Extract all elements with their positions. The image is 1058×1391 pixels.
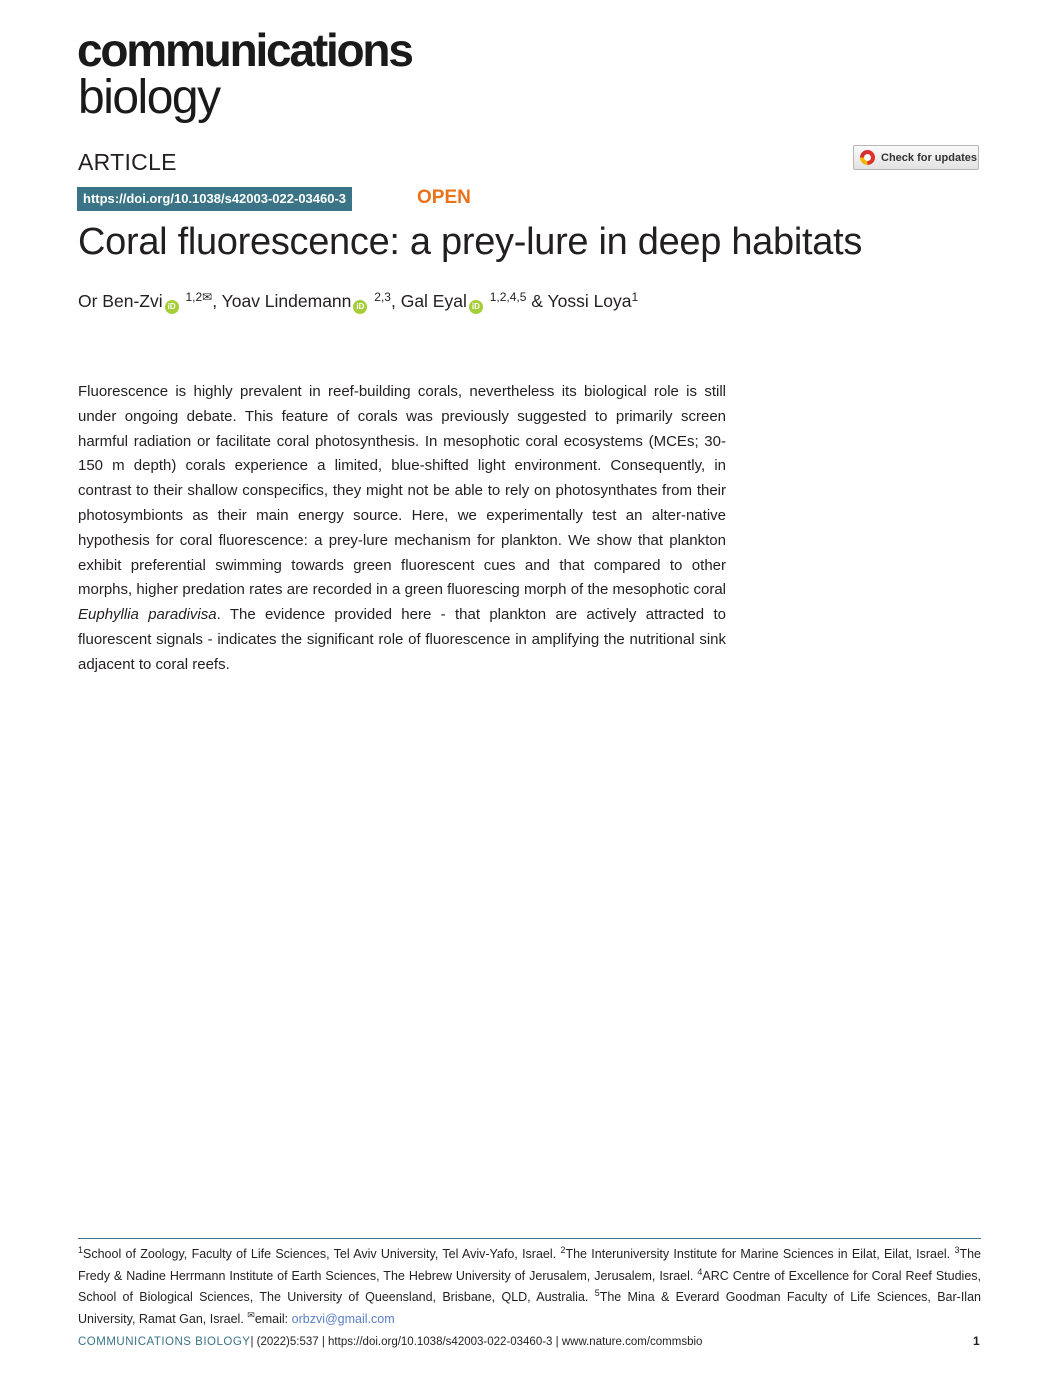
author-name[interactable]: Gal Eyal <box>400 291 467 311</box>
species-name: Euphyllia paradivisa <box>78 606 217 624</box>
orcid-icon[interactable]: iD <box>165 300 179 314</box>
affiliation-number: 4 <box>697 1266 703 1277</box>
affiliation-number: 2 <box>560 1245 566 1255</box>
page-footer <box>78 1334 702 1350</box>
mail-icon[interactable]: ✉ <box>202 290 213 304</box>
abstract-text: . The evidence provided here - that plankton are actively attracted to fluorescent signals - indicates the significant role of fluorescence in amplifying the nutritional sink adjacent to coral reefs. <box>78 606 726 673</box>
orcid-icon[interactable]: iD <box>353 300 367 314</box>
affiliation-number: 1 <box>78 1245 84 1255</box>
footer-citation: | (2022)5:537 | https://doi.org/10.1038/s42003-022-03460-3 | www.nature.com/commsbio <box>250 1336 703 1348</box>
author-affiliation: 1 <box>631 290 639 304</box>
check-for-updates-button[interactable] <box>853 145 979 170</box>
author-name[interactable]: Yossi Loya <box>547 291 632 311</box>
author-separator: , <box>390 291 401 311</box>
affiliation-text: The Mina & Everard Goodman Faculty of Life Sciences, Bar-Ilan University, Ramat Gan, Israel. <box>78 1290 981 1326</box>
author-affiliation: 1,2 <box>185 290 203 304</box>
crossmark-icon <box>860 150 875 165</box>
affiliation-text: The Interuniversity Institute for Marine Sciences in Eilat, Eilat, Israel. <box>565 1247 955 1261</box>
author-name[interactable]: Yoav Lindemann <box>221 291 352 311</box>
affiliations <box>78 1242 981 1328</box>
journal-brand-line2: biology <box>78 71 220 124</box>
affiliation-number: 3 <box>954 1245 960 1255</box>
affiliation-text: ARC Centre of Excellence for Coral Reef Studies, School of Biological Sciences, The University of Queensland, Brisbane, QLD, Australia. <box>78 1268 982 1304</box>
check-for-updates-label: Check for updates <box>881 151 977 164</box>
journal-brand-line1: communications <box>77 24 412 76</box>
open-access-label: OPEN <box>417 187 471 208</box>
article-type: ARTICLE <box>78 149 177 175</box>
author-separator: & <box>526 291 548 311</box>
author-list <box>78 285 638 314</box>
doi-link[interactable]: https://doi.org/10.1038/s42003-022-03460-3 <box>77 187 352 211</box>
affiliation-number: 5 <box>594 1288 600 1298</box>
affiliation-text: School of Zoology, Faculty of Life Sciences, Tel Aviv University, Tel Aviv-Yafo, Israel. <box>83 1247 561 1261</box>
author-affiliation: 2,3 <box>374 290 391 304</box>
affiliation-text: The Fredy & Nadine Herrmann Institute of Earth Sciences, The Hebrew University of Jerusalem, Jerusalem, Israel. <box>78 1247 982 1283</box>
article-title: Coral fluorescence: a prey-lure in deep habitats <box>78 221 863 263</box>
email-label: email: <box>254 1311 292 1326</box>
author-name[interactable]: Or Ben-Zvi <box>78 291 163 311</box>
affiliations-divider <box>78 1238 981 1239</box>
abstract <box>78 380 726 678</box>
footer-journal-link[interactable]: COMMUNICATIONS BIOLOGY <box>78 1336 251 1348</box>
mail-icon: ✉ <box>247 1309 255 1320</box>
author-affiliation: 1,2,4,5 <box>489 290 527 304</box>
orcid-icon[interactable]: iD <box>469 300 483 314</box>
page-number: 1 <box>973 1334 980 1348</box>
email-link[interactable]: orbzvi@gmail.com <box>291 1311 395 1326</box>
author-separator: , <box>212 291 222 311</box>
abstract-text: Fluorescence is highly prevalent in reef-building corals, nevertheless its biological role is still under ongoing debate. This feature of corals was previously suggested to primarily screen harmful radiation or facilitate coral photosynthesis. In mesophotic coral ecosystems (MCEs; 30-150 m depth) corals experience a limited, blue-shifted light environment. Consequently, in contrast to their shallow conspecifics, they might not be able to rely on photosynthates from their photosymbionts as their main energy source. Here, we experimentally test an alter-native hypothesis for coral fluorescence: a prey-lure mechanism for plankton. We show that plankton exhibit preferential swimming towards green fluorescent cues and that compared to other morphs, higher predation rates are recorded in a green fluorescing morph of the mesophotic coral <box>78 383 726 599</box>
